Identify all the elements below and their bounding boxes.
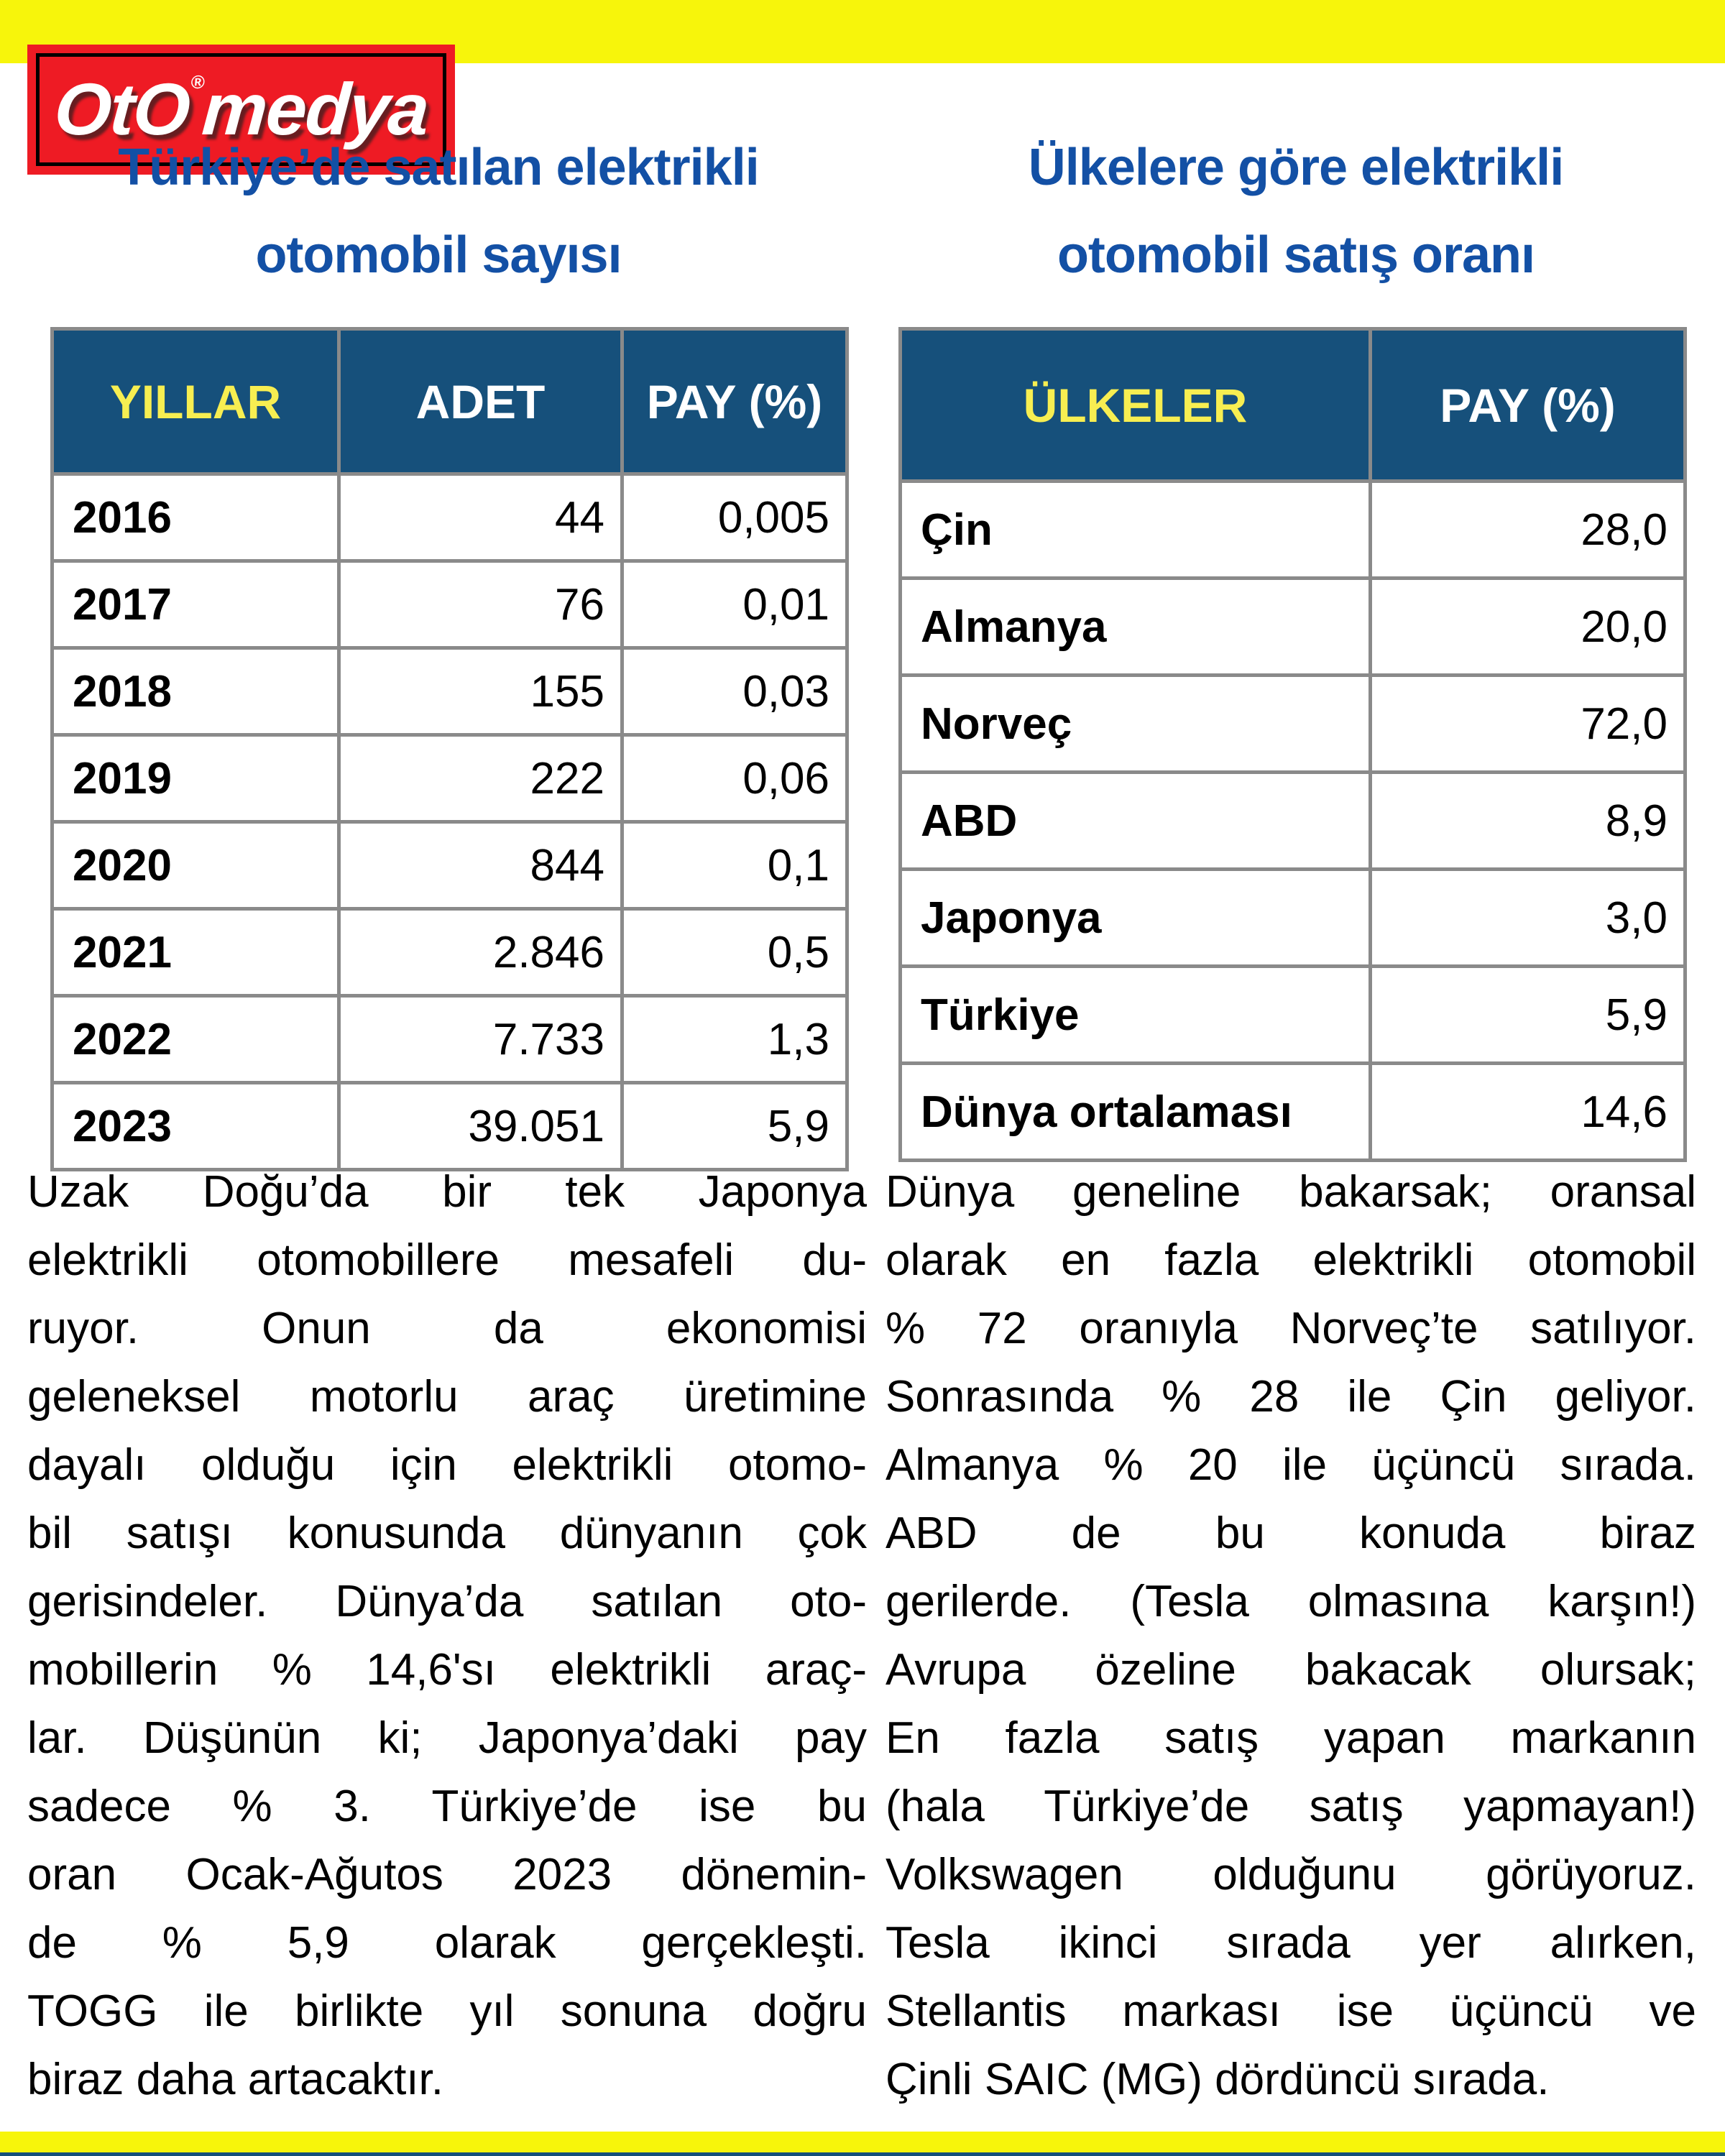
table-row [901, 967, 1685, 1064]
countries-table-header [901, 329, 1685, 482]
left-title-line2: otomobil sayısı [255, 226, 622, 284]
table-row [52, 909, 847, 996]
pay-cell: 72,0 [1371, 676, 1685, 773]
pay-cell: 28,0 [1371, 482, 1685, 579]
year-cell: 2019 [52, 735, 339, 822]
table-row [52, 648, 847, 735]
country-cell: Türkiye [901, 967, 1371, 1064]
article-line: dayalı olduğu için elektrikli otomo- [27, 1440, 867, 1490]
article-line: geleneksel motorlu araç üretimine [27, 1372, 867, 1422]
table-row [901, 579, 1685, 676]
article-line: Tesla ikinci sırada yer alırken, [886, 1918, 1696, 1968]
table-row [901, 773, 1685, 870]
adet-cell: 155 [339, 648, 622, 735]
pay-cell: 5,9 [1371, 967, 1685, 1064]
countries-table-body [901, 482, 1685, 1161]
right-article-text [886, 1158, 1696, 2114]
table-row [52, 474, 847, 561]
table-row [901, 676, 1685, 773]
article-line: Volkswagen olduğunu görüyoruz. [886, 1850, 1696, 1899]
article-line: TOGG ile birlikte yıl sonuna doğru [27, 1986, 867, 2036]
right-title-line2: otomobil satış oranı [1057, 226, 1535, 284]
article-line: Dünya geneline bakarsak; oransal [886, 1167, 1696, 1217]
pay-cell: 0,5 [622, 909, 847, 996]
country-cell: ABD [901, 773, 1371, 870]
logo-text-part2: medya [199, 68, 431, 150]
left-article-text [27, 1158, 867, 2114]
registered-mark: ® [190, 71, 204, 93]
pay-cell: 14,6 [1371, 1064, 1685, 1161]
article-line: Avrupa özeline bakacak olursak; [886, 1645, 1696, 1695]
table-row [52, 996, 847, 1083]
right-column-title [883, 124, 1709, 299]
article-line: ruyor. Onun da ekonomisi [27, 1304, 867, 1353]
article-line: olarak en fazla elektrikli otomobil [886, 1235, 1696, 1285]
pay-cell: 0,06 [622, 735, 847, 822]
article-line: bil satışı konusunda dünyanın çok [27, 1508, 867, 1558]
years-table-header [52, 329, 847, 474]
pay-cell: 0,1 [622, 822, 847, 909]
pay-cell: 0,01 [622, 561, 847, 648]
article-line: ABD de bu konuda biraz [886, 1508, 1696, 1558]
years-sales-table [50, 327, 849, 1171]
country-cell: Norveç [901, 676, 1371, 773]
year-cell: 2017 [52, 561, 339, 648]
article-line: En fazla satış yapan markanın [886, 1713, 1696, 1763]
table-row [52, 822, 847, 909]
adet-cell: 76 [339, 561, 622, 648]
year-cell: 2022 [52, 996, 339, 1083]
col-header-pay2: PAY (%) [1371, 329, 1685, 482]
pay-cell: 3,0 [1371, 870, 1685, 967]
year-cell: 2020 [52, 822, 339, 909]
countries-share-table [898, 327, 1687, 1162]
logo-text-part1: OtO [52, 68, 192, 150]
article-line: Sonrasında % 28 ile Çin geliyor. [886, 1372, 1696, 1422]
adet-cell: 7.733 [339, 996, 622, 1083]
pay-cell: 0,005 [622, 474, 847, 561]
left-title-line1: Türkiye’de satılan elektrikli [118, 139, 759, 196]
country-cell: Çin [901, 482, 1371, 579]
country-cell: Almanya [901, 579, 1371, 676]
article-line: Stellantis markası ise üçüncü ve [886, 1986, 1696, 2036]
pay-cell: 0,03 [622, 648, 847, 735]
article-line: de % 5,9 olarak gerçekleşti. [27, 1918, 867, 1968]
country-cell: Japonya [901, 870, 1371, 967]
article-line: biraz daha artacaktır. [27, 2055, 443, 2104]
article-line: gerilerde. (Tesla olmasına karşın!) [886, 1577, 1696, 1626]
adet-cell: 222 [339, 735, 622, 822]
col-header-pay: PAY (%) [622, 329, 847, 474]
adet-cell: 844 [339, 822, 622, 909]
left-column-title [22, 124, 855, 299]
article-line: Almanya % 20 ile üçüncü sırada. [886, 1440, 1696, 1490]
table-row [901, 482, 1685, 579]
table-row [52, 1083, 847, 1170]
article-line: oran Ocak-Ağutos 2023 dönemin- [27, 1850, 867, 1899]
article-line: (hala Türkiye’de satış yapmayan!) [886, 1782, 1696, 1831]
adet-cell: 44 [339, 474, 622, 561]
article-line: elektrikli otomobillere mesafeli du- [27, 1235, 867, 1285]
country-cell: Dünya ortalaması [901, 1064, 1371, 1161]
year-cell: 2018 [52, 648, 339, 735]
pay-cell: 1,3 [622, 996, 847, 1083]
article-line: Uzak Doğu’da bir tek Japonya [27, 1167, 867, 1217]
article-line: % 72 oranıyla Norveç’te satılıyor. [886, 1304, 1696, 1353]
article-line: lar. Düşünün ki; Japonya’daki pay [27, 1713, 867, 1763]
article-line: gerisindeler. Dünya’da satılan oto- [27, 1577, 867, 1626]
year-cell: 2023 [52, 1083, 339, 1170]
article-line: sadece % 3. Türkiye’de ise bu [27, 1782, 867, 1831]
table-row [52, 735, 847, 822]
year-cell: 2021 [52, 909, 339, 996]
pay-cell: 8,9 [1371, 773, 1685, 870]
adet-cell: 39.051 [339, 1083, 622, 1170]
col-header-ulkeler: ÜLKELER [901, 329, 1371, 482]
pay-cell: 20,0 [1371, 579, 1685, 676]
article-line: Çinli SAIC (MG) dördüncü sırada. [886, 2055, 1550, 2104]
table-row [901, 870, 1685, 967]
table-row [52, 561, 847, 648]
year-cell: 2016 [52, 474, 339, 561]
bottom-navy-strip [0, 2152, 1725, 2156]
col-header-yillar: YILLAR [52, 329, 339, 474]
bottom-yellow-bar [0, 2132, 1725, 2153]
years-table-body [52, 474, 847, 1170]
right-title-line1: Ülkelere göre elektrikli [1028, 139, 1564, 196]
adet-cell: 2.846 [339, 909, 622, 996]
article-line: mobillerin % 14,6'sı elektrikli araç- [27, 1645, 867, 1695]
pay-cell: 5,9 [622, 1083, 847, 1170]
col-header-adet: ADET [339, 329, 622, 474]
table-row [901, 1064, 1685, 1161]
